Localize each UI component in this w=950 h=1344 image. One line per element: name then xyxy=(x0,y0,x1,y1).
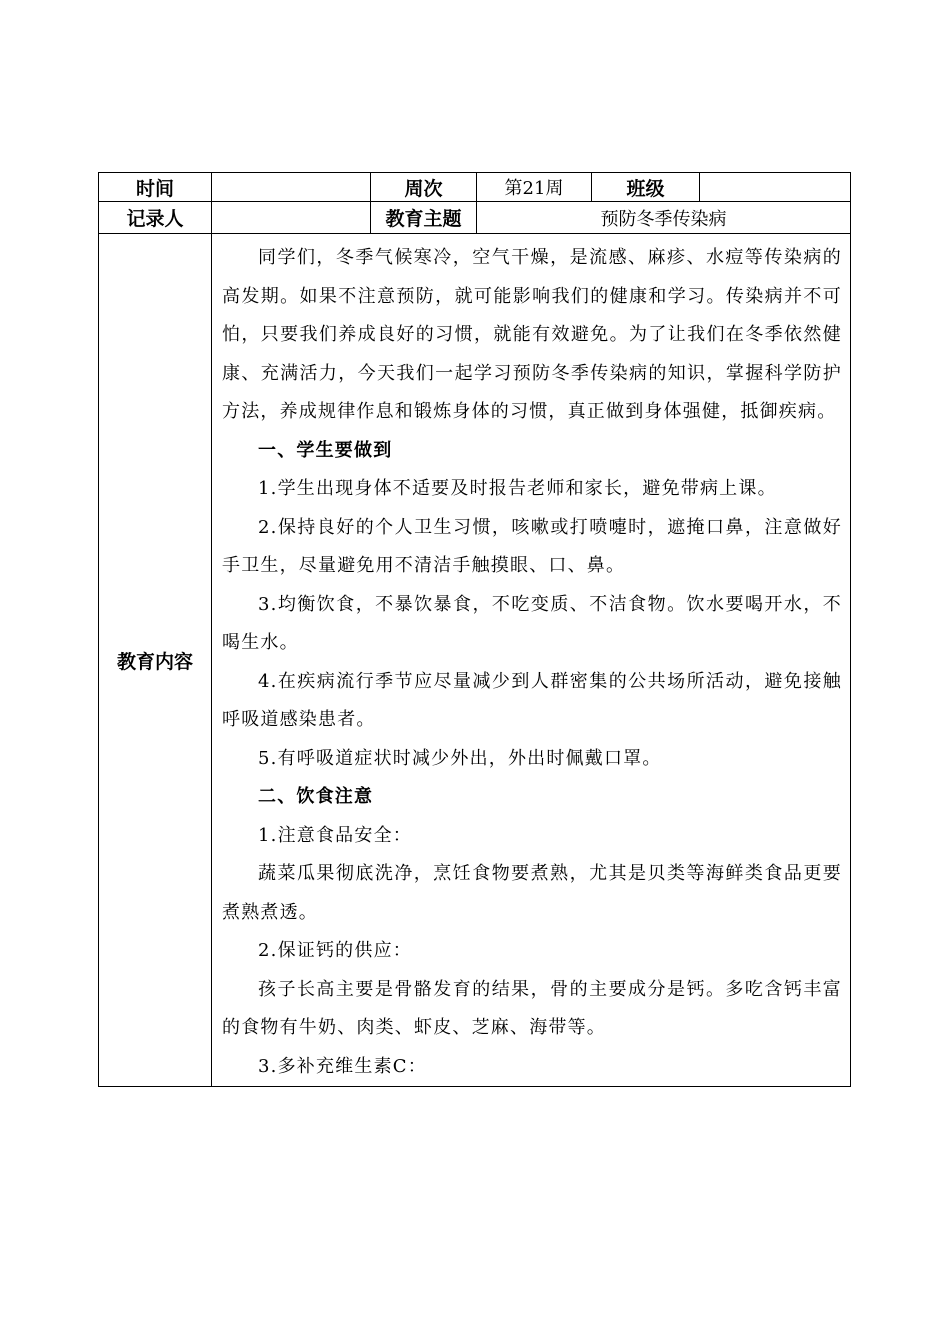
week-value: 第21周 xyxy=(477,173,592,202)
theme-label: 教育主题 xyxy=(371,202,477,234)
content-body xyxy=(212,234,851,1087)
section-heading: 一、学生要做到 xyxy=(258,439,393,461)
theme-value: 预防冬季传染病 xyxy=(477,202,851,234)
content-paragraph: 2.保证钙的供应： xyxy=(258,940,412,961)
content-paragraph: 1.注意食品安全： xyxy=(258,824,412,846)
section-heading: 二、饮食注意 xyxy=(258,786,374,807)
content-paragraph: 3.均衡饮食，不暴饮暴食，不吃变质、不洁食物。饮水要喝开水，不喝生水。 xyxy=(222,593,842,653)
week-label: 周次 xyxy=(371,173,477,202)
recorder-value xyxy=(212,202,371,234)
header-row-2 xyxy=(99,202,851,234)
content-paragraph: 同学们，冬季气候寒冷，空气干燥，是流感、麻疹、水痘等传染病的高发期。如果不注意预防，就可能影响我们的健康和学习。传染病并不可怕，只要我们养成良好的习惯，就能有效避免。为了让我们在冬季依然健康、充满活力，今天我们一起学习预防冬季传染病的知识，掌握科学防护方法，养成规律作息和锻炼身体的习惯，真正做到身体强健，抵御疾病。 xyxy=(222,247,842,422)
content-paragraph: 孩子长高主要是骨骼发育的结果，骨的主要成分是钙。多吃含钙丰富的食物有牛奶、肉类、虾皮、芝麻、海带等。 xyxy=(222,978,842,1038)
class-value xyxy=(700,173,851,202)
content-paragraph: 2.保持良好的个人卫生习惯，咳嗽或打喷嚏时，遮掩口鼻，注意做好手卫生，尽量避免用不清洁手触摸眼、口、鼻。 xyxy=(222,516,842,576)
record-table xyxy=(98,172,851,1087)
header-row-1 xyxy=(99,173,851,202)
content-paragraph: 4.在疾病流行季节应尽量减少到人群密集的公共场所活动，避免接触呼吸道感染患者。 xyxy=(222,670,842,730)
content-row xyxy=(99,234,851,1087)
content-paragraph: 蔬菜瓜果彻底洗净，烹饪食物要煮熟，尤其是贝类等海鲜类食品更要煮熟煮透。 xyxy=(222,863,842,923)
recorder-label: 记录人 xyxy=(99,202,212,234)
content-paragraphs xyxy=(222,239,842,1086)
class-label: 班级 xyxy=(592,173,700,202)
content-paragraph: 1.学生出现身体不适要及时报告老师和家长，避免带病上课。 xyxy=(258,478,777,499)
content-label: 教育内容 xyxy=(99,234,212,1087)
time-value xyxy=(212,173,371,202)
content-paragraph: 5.有呼吸道症状时减少外出，外出时佩戴口罩。 xyxy=(258,747,662,769)
time-label: 时间 xyxy=(99,173,212,202)
content-paragraph: 3.多补充维生素C： xyxy=(258,1055,427,1077)
